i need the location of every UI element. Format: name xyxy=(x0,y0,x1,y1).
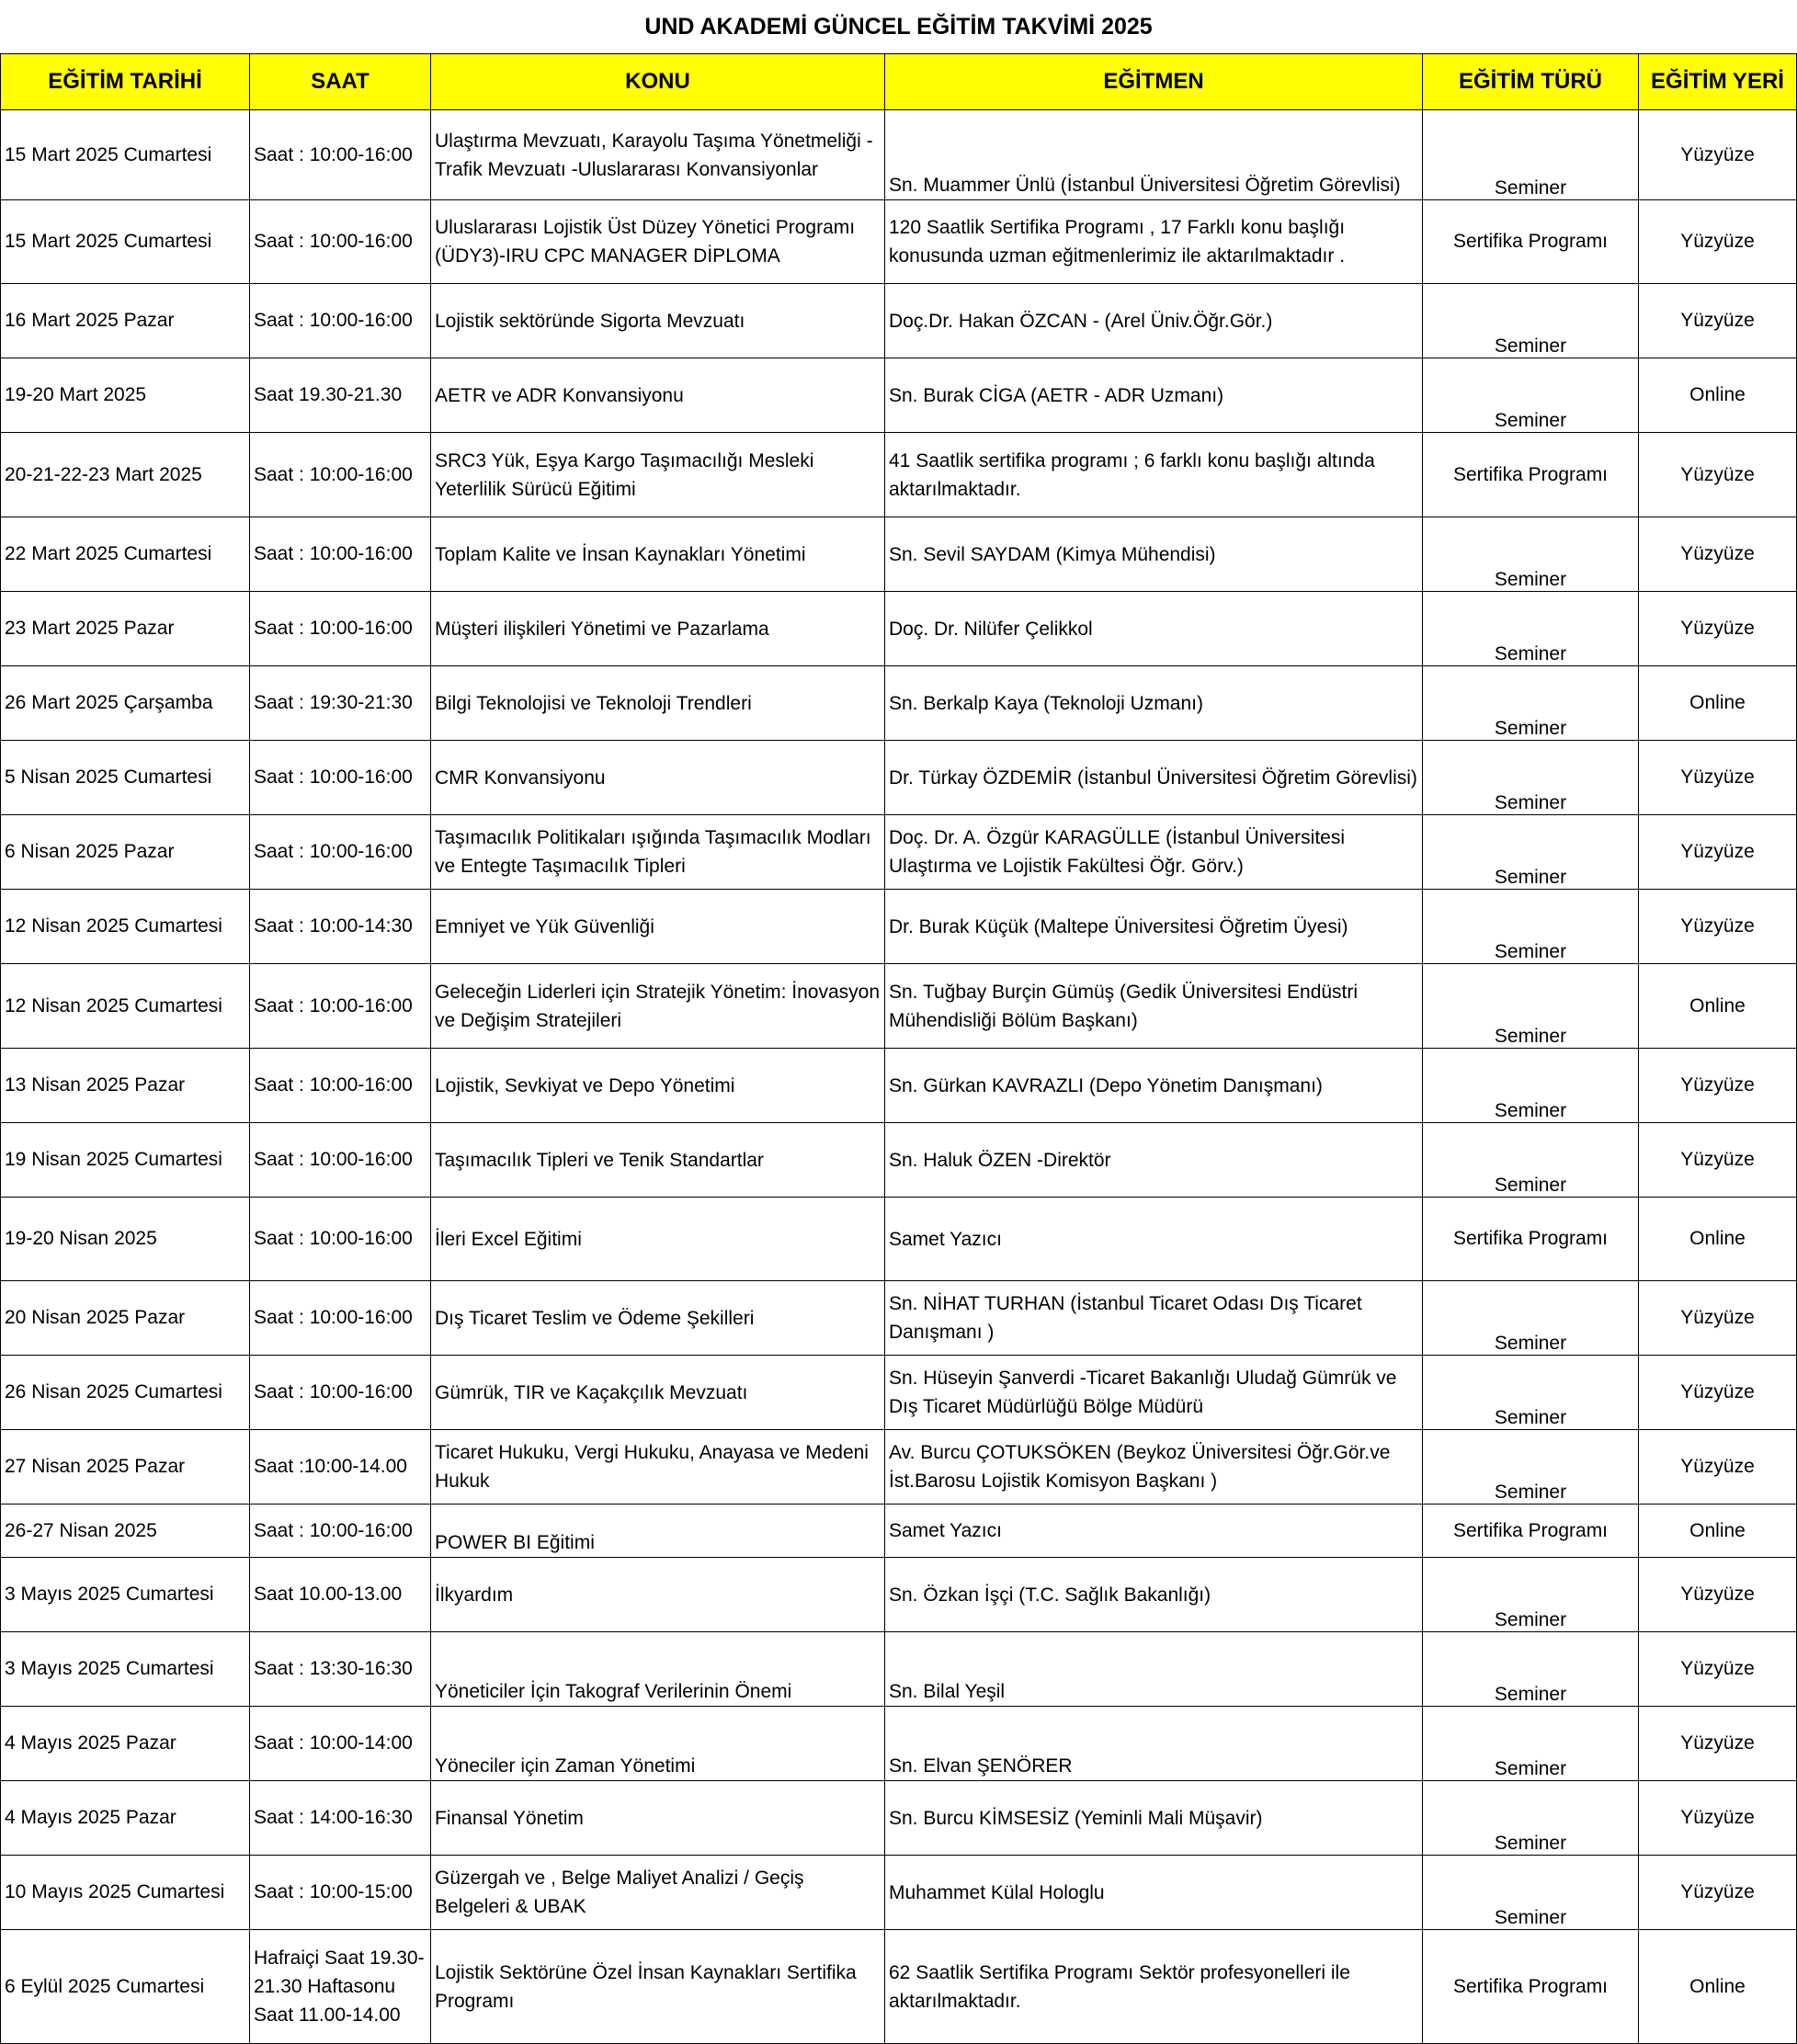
cell-location: Yüzyüze xyxy=(1639,1049,1797,1123)
cell-time: Saat :10:00-14.00 xyxy=(250,1430,431,1505)
table-row xyxy=(1,517,1797,592)
cell-type: Sertifika Programı xyxy=(1423,1505,1639,1558)
cell-time: Saat 19.30-21.30 xyxy=(250,358,431,433)
cell-type: Seminer xyxy=(1423,815,1639,890)
cell-instructor: Sn. Özkan İşçi (T.C. Sağlık Bakanlığı) xyxy=(885,1558,1423,1632)
cell-date: 6 Nisan 2025 Pazar xyxy=(1,815,250,890)
cell-type: Sertifika Programı xyxy=(1423,1930,1639,2044)
cell-type: Seminer xyxy=(1423,666,1639,741)
table-row xyxy=(1,666,1797,741)
cell-time: Saat : 10:00-16:00 xyxy=(250,741,431,815)
cell-type: Seminer xyxy=(1423,1430,1639,1505)
cell-time: Saat : 10:00-16:00 xyxy=(250,1356,431,1430)
cell-date: 27 Nisan 2025 Pazar xyxy=(1,1430,250,1505)
cell-instructor: Samet Yazıcı xyxy=(885,1505,1423,1558)
cell-time: Saat : 19:30-21:30 xyxy=(250,666,431,741)
cell-location: Yüzyüze xyxy=(1639,517,1797,592)
cell-topic: Bilgi Teknolojisi ve Teknoloji Trendleri xyxy=(431,666,885,741)
cell-date: 19-20 Mart 2025 xyxy=(1,358,250,433)
table-row xyxy=(1,1049,1797,1123)
cell-type: Seminer xyxy=(1423,741,1639,815)
cell-topic: Dış Ticaret Teslim ve Ödeme Şekilleri xyxy=(431,1281,885,1356)
cell-location: Online xyxy=(1639,1198,1797,1281)
cell-topic: Emniyet ve Yük Güvenliği xyxy=(431,890,885,964)
cell-date: 12 Nisan 2025 Cumartesi xyxy=(1,964,250,1049)
cell-time: Saat : 10:00-16:00 xyxy=(250,433,431,517)
cell-time: Saat : 10:00-16:00 xyxy=(250,110,431,200)
header-row xyxy=(1,54,1797,110)
table-row xyxy=(1,1632,1797,1707)
cell-date: 12 Nisan 2025 Cumartesi xyxy=(1,890,250,964)
cell-location: Online xyxy=(1639,358,1797,433)
column-header-time: SAAT xyxy=(250,54,431,110)
cell-time: Saat : 10:00-14:30 xyxy=(250,890,431,964)
cell-location: Yüzyüze xyxy=(1639,110,1797,200)
cell-topic: Gümrük, TIR ve Kaçakçılık Mevzuatı xyxy=(431,1356,885,1430)
table-row xyxy=(1,1781,1797,1856)
cell-topic: Toplam Kalite ve İnsan Kaynakları Yönetimi xyxy=(431,517,885,592)
cell-topic: Ulaştırma Mevzuatı, Karayolu Taşıma Yönetmeliği -Trafik Mevzuatı -Uluslararası Konvansiyonlar xyxy=(431,110,885,200)
cell-type: Sertifika Programı xyxy=(1423,433,1639,517)
cell-time: Saat : 13:30-16:30 xyxy=(250,1632,431,1707)
cell-time: Saat : 10:00-16:00 xyxy=(250,517,431,592)
table-row xyxy=(1,1356,1797,1430)
cell-location: Yüzyüze xyxy=(1639,1707,1797,1781)
cell-instructor: Doç.Dr. Hakan ÖZCAN - (Arel Üniv.Öğr.Gör.) xyxy=(885,284,1423,358)
column-header-date: EĞİTİM TARİHİ xyxy=(1,54,250,110)
cell-instructor: Doç. Dr. A. Özgür KARAGÜLLE (İstanbul Üniversitesi Ulaştırma ve Lojistik Fakültesi Öğr. Görv.) xyxy=(885,815,1423,890)
cell-topic: Uluslararası Lojistik Üst Düzey Yönetici Programı (ÜDY3)-IRU CPC MANAGER DİPLOMA xyxy=(431,200,885,284)
cell-type: Seminer xyxy=(1423,964,1639,1049)
cell-type: Seminer xyxy=(1423,1049,1639,1123)
cell-topic: Müşteri ilişkileri Yönetimi ve Pazarlama xyxy=(431,592,885,666)
cell-instructor: Sn. Berkalp Kaya (Teknoloji Uzmanı) xyxy=(885,666,1423,741)
cell-time: Saat : 10:00-14:00 xyxy=(250,1707,431,1781)
cell-date: 20-21-22-23 Mart 2025 xyxy=(1,433,250,517)
table-row xyxy=(1,890,1797,964)
cell-topic: İlkyardım xyxy=(431,1558,885,1632)
table-row xyxy=(1,1930,1797,2044)
table-row xyxy=(1,1123,1797,1198)
cell-date: 22 Mart 2025 Cumartesi xyxy=(1,517,250,592)
cell-type: Seminer xyxy=(1423,1281,1639,1356)
cell-instructor: Doç. Dr. Nilüfer Çelikkol xyxy=(885,592,1423,666)
cell-type: Seminer xyxy=(1423,1123,1639,1198)
cell-topic: Yöneticiler İçin Takograf Verilerinin Önemi xyxy=(431,1632,885,1707)
cell-type: Seminer xyxy=(1423,1558,1639,1632)
cell-location: Yüzyüze xyxy=(1639,1632,1797,1707)
column-header-topic: KONU xyxy=(431,54,885,110)
cell-time: Saat : 10:00-16:00 xyxy=(250,1198,431,1281)
cell-instructor: Sn. Bilal Yeşil xyxy=(885,1632,1423,1707)
cell-date: 5 Nisan 2025 Cumartesi xyxy=(1,741,250,815)
cell-topic: Lojistik Sektörüne Özel İnsan Kaynakları Sertifika Programı xyxy=(431,1930,885,2044)
table-row xyxy=(1,284,1797,358)
cell-date: 26 Mart 2025 Çarşamba xyxy=(1,666,250,741)
cell-time: Saat : 10:00-16:00 xyxy=(250,815,431,890)
cell-location: Yüzyüze xyxy=(1639,1123,1797,1198)
cell-time: Saat : 10:00-16:00 xyxy=(250,1281,431,1356)
cell-date: 26 Nisan 2025 Cumartesi xyxy=(1,1356,250,1430)
cell-location: Yüzyüze xyxy=(1639,433,1797,517)
table-row xyxy=(1,1707,1797,1781)
training-schedule-table xyxy=(0,53,1797,2044)
cell-date: 10 Mayıs 2025 Cumartesi xyxy=(1,1856,250,1930)
cell-topic: Taşımacılık Tipleri ve Tenik Standartlar xyxy=(431,1123,885,1198)
cell-topic: Lojistik, Sevkiyat ve Depo Yönetimi xyxy=(431,1049,885,1123)
cell-type: Seminer xyxy=(1423,1632,1639,1707)
cell-date: 3 Mayıs 2025 Cumartesi xyxy=(1,1632,250,1707)
cell-location: Yüzyüze xyxy=(1639,1430,1797,1505)
cell-date: 19-20 Nisan 2025 xyxy=(1,1198,250,1281)
cell-instructor: Sn. Haluk ÖZEN -Direktör xyxy=(885,1123,1423,1198)
cell-location: Yüzyüze xyxy=(1639,592,1797,666)
cell-location: Yüzyüze xyxy=(1639,1356,1797,1430)
cell-type: Seminer xyxy=(1423,1856,1639,1930)
column-header-instructor: EĞİTMEN xyxy=(885,54,1423,110)
cell-instructor: Sn. Burak CİGA (AETR - ADR Uzmanı) xyxy=(885,358,1423,433)
cell-instructor: Samet Yazıcı xyxy=(885,1198,1423,1281)
table-row xyxy=(1,433,1797,517)
cell-topic: AETR ve ADR Konvansiyonu xyxy=(431,358,885,433)
cell-topic: Lojistik sektöründe Sigorta Mevzuatı xyxy=(431,284,885,358)
cell-date: 23 Mart 2025 Pazar xyxy=(1,592,250,666)
cell-date: 19 Nisan 2025 Cumartesi xyxy=(1,1123,250,1198)
cell-instructor: Sn. Gürkan KAVRAZLI (Depo Yönetim Danışmanı) xyxy=(885,1049,1423,1123)
cell-instructor: Sn. Burcu KİMSESİZ (Yeminli Mali Müşavir) xyxy=(885,1781,1423,1856)
cell-date: 16 Mart 2025 Pazar xyxy=(1,284,250,358)
cell-location: Yüzyüze xyxy=(1639,1558,1797,1632)
cell-time: Saat 10.00-13.00 xyxy=(250,1558,431,1632)
cell-date: 3 Mayıs 2025 Cumartesi xyxy=(1,1558,250,1632)
cell-topic: Taşımacılık Politikaları ışığında Taşımacılık Modları ve Entegte Taşımacılık Tipleri xyxy=(431,815,885,890)
cell-type: Seminer xyxy=(1423,517,1639,592)
table-row xyxy=(1,1198,1797,1281)
cell-time: Saat : 10:00-16:00 xyxy=(250,1049,431,1123)
cell-date: 4 Mayıs 2025 Pazar xyxy=(1,1707,250,1781)
cell-type: Seminer xyxy=(1423,284,1639,358)
table-row xyxy=(1,592,1797,666)
cell-date: 26-27 Nisan 2025 xyxy=(1,1505,250,1558)
cell-location: Online xyxy=(1639,964,1797,1049)
cell-date: 15 Mart 2025 Cumartesi xyxy=(1,200,250,284)
cell-instructor: Sn. Muammer Ünlü (İstanbul Üniversitesi Öğretim Görevlisi) xyxy=(885,110,1423,200)
cell-topic: POWER BI Eğitimi xyxy=(431,1505,885,1558)
cell-time: Saat : 10:00-16:00 xyxy=(250,592,431,666)
table-row xyxy=(1,964,1797,1049)
cell-instructor: Dr. Türkay ÖZDEMİR (İstanbul Üniversitesi Öğretim Görevlisi) xyxy=(885,741,1423,815)
cell-time: Saat : 10:00-16:00 xyxy=(250,1123,431,1198)
cell-topic: Ticaret Hukuku, Vergi Hukuku, Anayasa ve Medeni Hukuk xyxy=(431,1430,885,1505)
cell-time: Saat : 14:00-16:30 xyxy=(250,1781,431,1856)
table-row xyxy=(1,1558,1797,1632)
cell-instructor: 120 Saatlik Sertifika Programı , 17 Farklı konu başlığı konusunda uzman eğitmenlerimiz ile aktarılmaktadır . xyxy=(885,200,1423,284)
cell-instructor: Sn. Elvan ŞENÖRER xyxy=(885,1707,1423,1781)
cell-type: Seminer xyxy=(1423,890,1639,964)
cell-location: Online xyxy=(1639,1930,1797,2044)
table-row xyxy=(1,815,1797,890)
page-title: UND AKADEMİ GÜNCEL EĞİTİM TAKVİMİ 2025 xyxy=(644,14,1153,40)
cell-location: Yüzyüze xyxy=(1639,200,1797,284)
table-row xyxy=(1,1281,1797,1356)
cell-location: Yüzyüze xyxy=(1639,741,1797,815)
table-row xyxy=(1,741,1797,815)
table-row xyxy=(1,1505,1797,1558)
cell-type: Seminer xyxy=(1423,1781,1639,1856)
cell-date: 20 Nisan 2025 Pazar xyxy=(1,1281,250,1356)
cell-topic: İleri Excel Eğitimi xyxy=(431,1198,885,1281)
cell-date: 13 Nisan 2025 Pazar xyxy=(1,1049,250,1123)
cell-location: Yüzyüze xyxy=(1639,1281,1797,1356)
column-header-location: EĞİTİM YERİ xyxy=(1639,54,1797,110)
cell-instructor: Dr. Burak Küçük (Maltepe Üniversitesi Öğretim Üyesi) xyxy=(885,890,1423,964)
cell-time: Saat : 10:00-16:00 xyxy=(250,284,431,358)
table-row xyxy=(1,200,1797,284)
cell-type: Sertifika Programı xyxy=(1423,1198,1639,1281)
cell-location: Yüzyüze xyxy=(1639,1781,1797,1856)
cell-instructor: Av. Burcu ÇOTUKSÖKEN (Beykoz Üniversitesi Öğr.Gör.ve İst.Barosu Lojistik Komisyon Başkanı ) xyxy=(885,1430,1423,1505)
column-header-type: EĞİTİM TÜRÜ xyxy=(1423,54,1639,110)
cell-type: Seminer xyxy=(1423,1707,1639,1781)
cell-type: Seminer xyxy=(1423,592,1639,666)
cell-time: Saat : 10:00-15:00 xyxy=(250,1856,431,1930)
cell-type: Seminer xyxy=(1423,1356,1639,1430)
cell-topic: CMR Konvansiyonu xyxy=(431,741,885,815)
table-row xyxy=(1,358,1797,433)
cell-type: Seminer xyxy=(1423,110,1639,200)
cell-date: 6 Eylül 2025 Cumartesi xyxy=(1,1930,250,2044)
cell-time: Saat : 10:00-16:00 xyxy=(250,1505,431,1558)
table-row xyxy=(1,1856,1797,1930)
cell-instructor: Sn. NİHAT TURHAN (İstanbul Ticaret Odası Dış Ticaret Danışmanı ) xyxy=(885,1281,1423,1356)
cell-topic: Finansal Yönetim xyxy=(431,1781,885,1856)
cell-time: Saat : 10:00-16:00 xyxy=(250,200,431,284)
cell-instructor: Sn. Hüseyin Şanverdi -Ticaret Bakanlığı Uludağ Gümrük ve Dış Ticaret Müdürlüğü Bölge Müdürü xyxy=(885,1356,1423,1430)
cell-location: Yüzyüze xyxy=(1639,284,1797,358)
cell-location: Yüzyüze xyxy=(1639,1856,1797,1930)
cell-topic: SRC3 Yük, Eşya Kargo Taşımacılığı Mesleki Yeterlilik Sürücü Eğitimi xyxy=(431,433,885,517)
cell-type: Seminer xyxy=(1423,358,1639,433)
table-row xyxy=(1,110,1797,200)
cell-date: 4 Mayıs 2025 Pazar xyxy=(1,1781,250,1856)
cell-topic: Güzergah ve , Belge Maliyet Analizi / Geçiş Belgeleri & UBAK xyxy=(431,1856,885,1930)
cell-instructor: 41 Saatlik sertifika programı ; 6 farklı konu başlığı altında aktarılmaktadır. xyxy=(885,433,1423,517)
cell-instructor: Muhammet Külal Hologlu xyxy=(885,1856,1423,1930)
cell-instructor: 62 Saatlik Sertifika Programı Sektör profesyonelleri ile aktarılmaktadır. xyxy=(885,1930,1423,2044)
cell-location: Yüzyüze xyxy=(1639,890,1797,964)
cell-instructor: Sn. Sevil SAYDAM (Kimya Mühendisi) xyxy=(885,517,1423,592)
cell-topic: Yöneciler için Zaman Yönetimi xyxy=(431,1707,885,1781)
cell-date: 15 Mart 2025 Cumartesi xyxy=(1,110,250,200)
cell-topic: Geleceğin Liderleri için Stratejik Yönetim: İnovasyon ve Değişim Stratejileri xyxy=(431,964,885,1049)
cell-type: Sertifika Programı xyxy=(1423,200,1639,284)
cell-time: Saat : 10:00-16:00 xyxy=(250,964,431,1049)
table-row xyxy=(1,1430,1797,1505)
cell-location: Yüzyüze xyxy=(1639,815,1797,890)
cell-location: Online xyxy=(1639,1505,1797,1558)
cell-instructor: Sn. Tuğbay Burçin Gümüş (Gedik Üniversitesi Endüstri Mühendisliği Bölüm Başkanı) xyxy=(885,964,1423,1049)
cell-time: Hafraiçi Saat 19.30-21.30 Haftasonu Saat 11.00-14.00 xyxy=(250,1930,431,2044)
cell-location: Online xyxy=(1639,666,1797,741)
